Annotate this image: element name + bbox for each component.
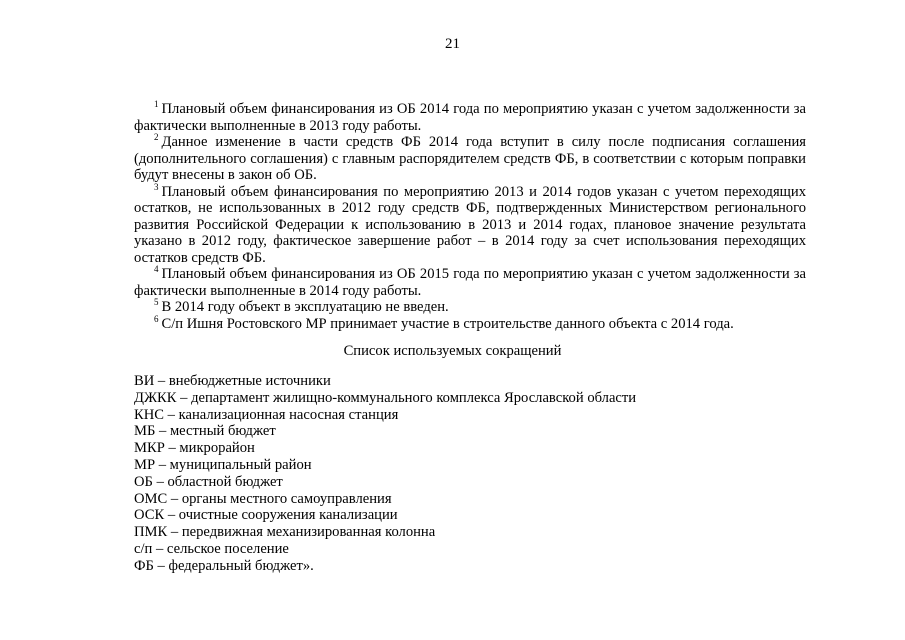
page-number: 21	[445, 36, 460, 52]
footnote-mark: 4	[154, 264, 159, 274]
footnote-mark: 1	[154, 99, 159, 109]
footnote-2	[134, 134, 806, 184]
footnotes-section	[134, 101, 806, 332]
footnote-text: Плановый объем финансирования из ОБ 2014 года по мероприятию указан с учетом задолженности за фактически выполненные в 2013 году работы.	[134, 101, 806, 134]
footnote-mark: 2	[154, 132, 159, 142]
abbreviation-item: с/п – сельское поселение	[134, 540, 289, 557]
abbreviation-item: ОМС – органы местного самоуправления	[134, 490, 392, 507]
footnote-mark: 5	[154, 297, 159, 307]
abbreviation-item: ОБ – областной бюджет	[134, 473, 283, 490]
footnote-4	[134, 266, 806, 299]
abbreviations-list	[134, 373, 636, 575]
footnote-mark: 6	[154, 313, 159, 324]
abbreviation-item: МКР – микрорайон	[134, 440, 255, 457]
footnote-text: Плановый объем финансирования из ОБ 2015 года по мероприятию указан с учетом задолженности за фактически выполненные в 2014 году работы.	[134, 266, 806, 299]
abbreviation-item: МБ – местный бюджет	[134, 423, 276, 440]
footnote-text: С/п Ишня Ростовского МР принимает участие в строительстве данного объекта с 2014 года.	[161, 315, 734, 332]
abbreviation-item: МР – муниципальный район	[134, 456, 312, 473]
abbreviation-item: ДЖКК – департамент жилищно-коммунального комплекса Ярославской области	[134, 389, 637, 406]
footnote-text: Данное изменение в части средств ФБ 2014 года вступит в силу после подписания соглашения (дополнительного соглашения) с главным распорядителем средств ФБ, в соответствии с которым поправки будут внесены в закон об ОБ.	[134, 134, 806, 183]
abbreviations-title: Список используемых сокращений	[343, 343, 562, 359]
abbreviation-item: ФБ – федеральный бюджет».	[134, 557, 314, 574]
footnote-1	[134, 101, 806, 134]
footnote-text: В 2014 году объект в эксплуатацию не введен.	[161, 299, 449, 315]
abbreviation-item: ПМК – передвижная механизированная колонна	[134, 524, 436, 541]
abbreviation-item: КНС – канализационная насосная станция	[134, 406, 399, 423]
footnote-text: Плановый объем финансирования по мероприятию 2013 и 2014 годов указан с учетом переходящих остатков, не использованных в 2012 году средств ФБ, подтвержденных Министерством регионального развития Российской Федерации к использованию в 2013 и 2014 годах, плановое значение результата указано в 2012 году, фактическое завершение работ – в 2014 году за счет использования переходящих остатков средств ФБ.	[134, 183, 806, 266]
footnote-3	[134, 181, 806, 267]
abbreviation-item: ВИ – внебюджетные источники	[134, 373, 331, 389]
footnote-6	[134, 313, 806, 333]
abbreviation-item: ОСК – очистные сооружения канализации	[134, 507, 398, 524]
footnote-mark: 3	[154, 181, 159, 192]
footnote-5	[134, 299, 806, 316]
